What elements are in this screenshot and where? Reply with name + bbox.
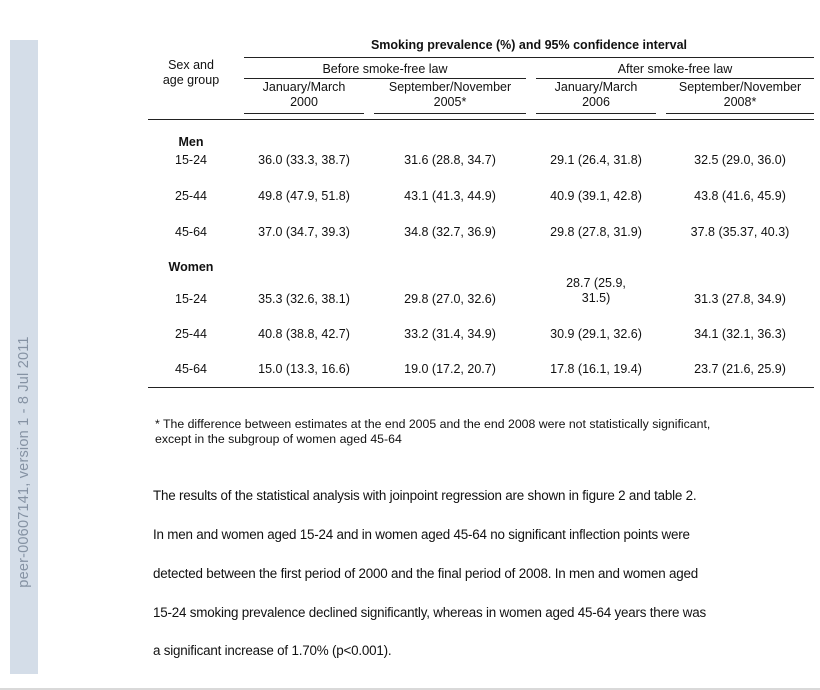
table-cell: 37.8 (35.37, 40.3) [690,225,790,239]
rule-title [244,57,814,58]
paragraph-line-4: 15-24 smoking prevalence declined significantly, whereas in women aged 45-64 years there was [153,605,707,620]
table-cell: 34.8 (32.7, 36.9) [404,225,496,239]
col-4-line-2: 2008* [723,95,757,109]
table-cell: 31.3 (27.8, 34.9) [694,292,786,306]
paragraph-line-3: detected between the first period of 2000 and the final period of 2008. In men and women aged [153,566,698,581]
rule-col-2 [374,113,526,114]
footnote-line-2: except in the subgroup of women aged 45-64 [155,432,402,446]
section-label-women: Women [168,260,214,274]
rule-group-before [244,78,526,79]
table-cell-wrap: 31.5) [581,291,611,305]
table-cell: 29.1 (26.4, 31.8) [550,153,642,167]
footnote-line-1: * The difference between estimates at the end 2005 and the end 2008 were not statistically significant, [155,417,711,431]
rule-col-3 [536,113,656,114]
col-3-line-2: 2006 [582,95,610,109]
table-row-age: 45-64 [175,225,207,239]
table-cell: 37.0 (34.7, 39.3) [258,225,350,239]
table-cell: 17.8 (16.1, 19.4) [550,362,642,376]
side-watermark: peer-00607141, version 1 - 8 Jul 2011 [16,336,32,588]
table-cell: 19.0 (17.2, 20.7) [404,362,496,376]
group-after: After smoke-free law [617,62,733,76]
rule-table-bottom [148,387,814,388]
table-row-age: 15-24 [175,153,207,167]
col-2-line-1: September/November [388,80,512,94]
paragraph-line-1: The results of the statistical analysis with joinpoint regression are shown in figure 2 and table 2. [153,488,697,503]
rule-col-1 [244,113,364,114]
table-cell: 15.0 (13.3, 16.6) [258,362,350,376]
table-cell: 40.8 (38.8, 42.7) [258,327,350,341]
table-row-age: 15-24 [175,292,207,306]
table-cell: 36.0 (33.3, 38.7) [258,153,350,167]
row-header-line-2: age group [162,73,220,87]
group-before: Before smoke-free law [322,62,448,76]
table-cell: 23.7 (21.6, 25.9) [694,362,786,376]
table-row-age: 45-64 [175,362,207,376]
table-row-age: 25-44 [175,189,207,203]
table-footnote [155,417,710,447]
table-title: Smoking prevalence (%) and 95% confidence interval [370,38,688,52]
col-1-line-1: January/March [262,80,346,94]
rule-header-bottom [148,119,814,120]
table-cell: 49.8 (47.9, 51.8) [258,189,350,203]
section-label-men: Men [178,135,204,149]
table-cell: 33.2 (31.4, 34.9) [404,327,496,341]
paragraph-line-2: In men and women aged 15-24 and in women aged 45-64 no significant inflection points were [153,527,690,542]
table-cell: 43.8 (41.6, 45.9) [694,189,786,203]
table-cell: 30.9 (29.1, 32.6) [550,327,642,341]
table-cell: 40.9 (39.1, 42.8) [550,189,642,203]
rule-group-after [536,78,814,79]
table-row-age: 25-44 [175,327,207,341]
col-1-line-2: 2000 [290,95,318,109]
table-cell: 32.5 (29.0, 36.0) [694,153,786,167]
table-cell: 28.7 (25.9, [566,276,626,290]
table-cell: 43.1 (41.3, 44.9) [404,189,496,203]
table-cell: 29.8 (27.0, 32.6) [404,292,496,306]
col-3-line-1: January/March [554,80,638,94]
rule-col-4 [666,113,814,114]
table-cell: 31.6 (28.8, 34.7) [404,153,496,167]
row-header-line-1: Sex and [168,58,214,72]
paragraph-line-5: a significant increase of 1.70% (p<0.001). [153,643,392,658]
table-cell: 29.8 (27.8, 31.9) [550,225,642,239]
col-4-line-1: September/November [678,80,802,94]
table-cell: 35.3 (32.6, 38.1) [258,292,350,306]
table-cell: 34.1 (32.1, 36.3) [694,327,786,341]
col-2-line-2: 2005* [433,95,467,109]
